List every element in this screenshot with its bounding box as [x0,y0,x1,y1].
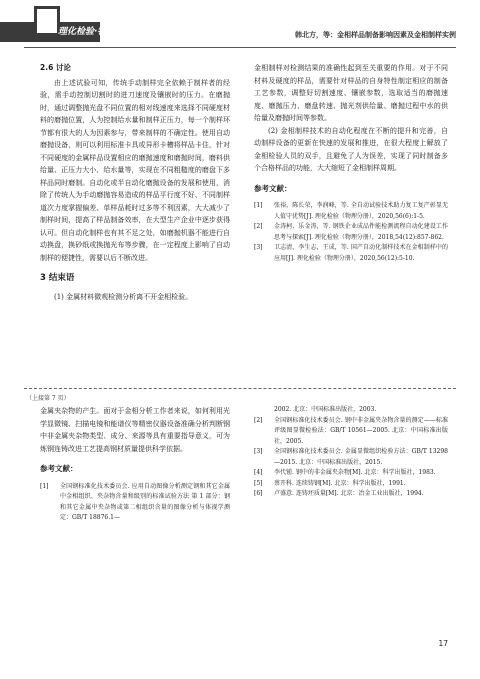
header-rule [24,47,456,48]
top-right-column [254,62,448,264]
reference-item: [2] 金涛柯，乐金涛，等. 钢铁企业成品件能检测流程自动化建设工作思考与探索[J]. 理化检验（物理分册），2018,54(12):857-862. [254,223,448,241]
references-heading: 参考文献： [254,183,292,193]
reference-item: [1] 张裕，陈长荣，李润峰，等. 全自动试验技术助力复工复产彰显无人值守优势[J]. 理化检验（物理分册），2020,56(6):1-5. [254,202,448,220]
page-number: 17 [438,639,448,648]
conclusion-paragraph-cont: 金相制样对检测结果的准确性起到至关重要的作用。对于不同材料及硬度的样品，需要针对样品的自身特性制定相应的制备工艺参数，调整好切割速度、镶嵌参数，选取适当的磨抛速度、磨抛压力、磨盘转速、抛光剂供给量、磨抛过程中水的供给量及磨抛时间等参数。 [254,64,448,122]
reference-item: [5] 蔡开科. 连续铸钢[M]. 北京：科学出版社，1991. [254,479,406,487]
references-heading: 参考文献： [40,464,78,473]
page-header [0,0,480,50]
continued-note: （上接第 7 页） [26,395,70,402]
reference-item: [2] 全国钢标准化技术委员会. 钢中非金属夹杂物含量的测定——标准评级图显微检验法：GB/T 10561—2005. 北京：中国标准出版社，2005. [254,416,448,445]
journal-logo-icon [34,6,60,36]
reference-item: [3] 全国钢标准化技术委员会. 金属显微组织检验方法：GB/T 13298—2015. 北京：中国标准出版社，2015. [254,448,448,466]
inclusion-paragraph: 金属夹杂物的产生。面对于金相分析工作者来说，如何利用光学显微镜、扫描电镜和能谱仪等精密仪器设备准确分析判断钢中非金属夹杂物类型、成分、来源等具有重要指导意义，可为炼钢连铸改进工艺提高钢材质量提供科学依据。 [40,407,230,453]
reference-item: [1] 全国钢标准化技术委员会. 应用自动图像分析测定钢和其它金属中金相组织、夹杂物含量和级别的标准试验方法 第 1 部分：钢和其它金属中夹杂物或第二相组织含量的图像分析与体视学测定：GB/T 18876.1— [40,482,230,521]
article-separator [24,388,456,389]
conclusion-paragraph-2: (2) 金相制样技术的自动化程度在不断的提升和完善，自动制样设备的更新在快速的发展和推进，在很大程度上解放了金相检验人员的双手，且避免了人为误差，实现了同时制备多个合格样品的功能，大大缩短了金相制样周期。 [254,126,448,172]
discussion-paragraph: 由上述试验可知，传统手动制样完全依赖于制样者的经验，需手动控制切割时的进刀速度及镶嵌时的压力。在磨抛时，通过调整抛光盘不同位置的相对线速度来选择不同硬度材料的磨抛位置，人为控制给水量和制样正压力，每一个制样环节都有很大的人为因素参与，带来制样的不确定性。使用自动磨抛设备，则可以利用标准卡具或异形卡槽将样品卡住，针对不同硬度的金属样品设置相应的磨抛速度和磨抛时间，磨料供给量、正压力大小、给水量等，实现在不同粗糙度的磨盘下多样品同时磨制。自动化或半自动化磨抛设备的发展和使用，消除了传统人为手动磨抛容易造成的样品平行度不好、不同制样道次力度掌握偏差、单样品耗时过多等不利因素，大大减少了制样时间，提高了样品制备效率，在大型生产企业中逐步获得认可。但自动化制样也有其不足之处，如磨抛机器不能进行自动换盘，换砂纸或换抛光布等步骤，在一定程度上影响了自动制样的便捷性，需要以后不断改进。 [40,78,230,262]
reference-item: [4] 李代锺. 钢中的非金属夹杂物[M]. 北京：科学出版社，1983. [254,469,436,476]
reference-item: [3] 卫志清，李生志，王成，等. 国产自动化制样技术在金相制样中的应用[J]. 理化检验（物理分册），2020,56(12):5-10. [254,244,448,262]
reference-item-continued: 2002. 北京：中国标准出版社，2003. [274,406,377,413]
top-left-column [40,62,230,303]
bottom-right-column [254,405,448,500]
section-title-discussion: 2.6 讨论 [40,63,71,72]
running-title: 韩北方，等：金相样品制备影响因素及金相制样实例 [295,31,456,39]
section-title-conclusion: 3 结束语 [40,273,75,283]
journal-logo-text: 理化检验·物理分册 [58,27,134,37]
conclusion-paragraph: (1) 金属材料微观检测分析离不开金相检验。 [54,292,193,301]
reference-item: [6] 卢盛意. 连铸坯质量[M]. 北京：冶金工业出版社，1994. [254,490,424,497]
bottom-left-column [40,405,230,524]
